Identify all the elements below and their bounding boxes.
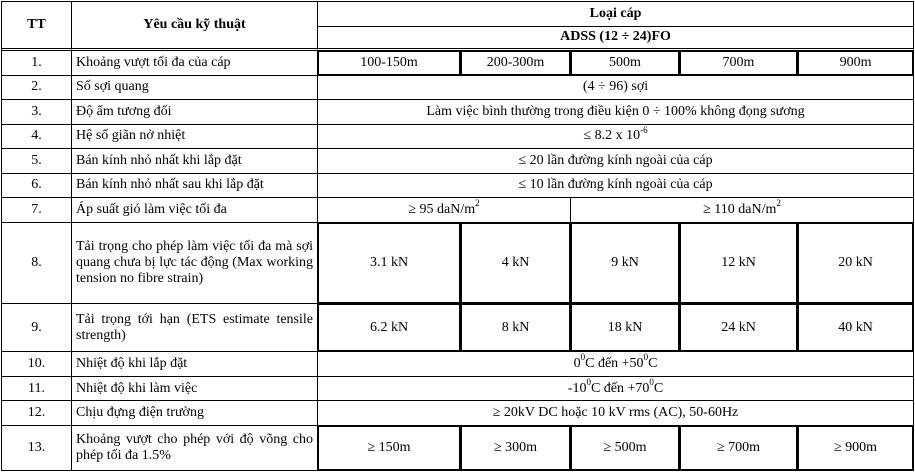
value-cell: 500m	[571, 51, 680, 76]
row-number: 10.	[2, 352, 72, 377]
header-requirement: Yêu cầu kỹ thuật	[72, 2, 318, 51]
degree-mark: 0	[580, 352, 586, 363]
row-label: Bán kính nhỏ nhất sau khi lắp đặt	[72, 174, 318, 199]
row-label: Bán kính nhỏ nhất khi lắp đặt	[72, 149, 318, 174]
value-cell: 24 kN	[680, 304, 798, 352]
table-row	[2, 100, 914, 125]
value-cell: 9 kN	[571, 223, 680, 305]
row-label: Số sợi quang	[72, 76, 318, 101]
degree-mark: 0	[643, 352, 649, 363]
row-number: 1.	[2, 51, 72, 76]
value-exponent: 2	[776, 198, 781, 209]
value-cell: 4 kN	[461, 223, 571, 305]
row-label: Tải trọng tới hạn (ETS estimate tensile strength)	[72, 304, 318, 352]
value-cell: 12 kN	[680, 223, 798, 305]
value-cell: 900m	[798, 51, 914, 76]
table-row	[2, 352, 914, 377]
value-cell: 3.1 kN	[318, 223, 461, 305]
degree-mark: 0	[586, 377, 591, 387]
row-label: Hệ số giãn nở nhiệt	[72, 125, 318, 150]
value-cell: (4 ÷ 96) sợi	[318, 76, 914, 101]
value-text: C đến +70	[590, 380, 650, 396]
row-label: Nhiệt độ khi làm việc	[72, 377, 318, 402]
value-text: -10	[567, 380, 587, 396]
value-cell: 20 kN	[798, 223, 914, 305]
table-row	[2, 51, 914, 76]
value-text: C đến +50	[585, 356, 644, 372]
row-number: 8.	[2, 223, 72, 305]
value-exponent: -6	[640, 124, 648, 135]
row-label: Khoảng vượt cho phép với độ võng cho phép tối đa 1.5%	[72, 426, 318, 471]
value-cell: ≥ 700m	[680, 426, 798, 471]
value-cell: 700m	[680, 51, 798, 76]
table-row	[2, 377, 914, 402]
table-row	[2, 174, 914, 199]
value-text: 0	[573, 356, 581, 372]
value-cell: 18 kN	[571, 304, 680, 352]
header-cable-type: Loại cáp	[318, 2, 914, 27]
row-label: Tải trọng cho phép làm việc tối đa mà sợi quang chưa bị lực tác động (Max working tension no fibre strain)	[72, 223, 318, 305]
value-cell: ≤ 20 lần đường kính ngoài của cáp	[318, 149, 914, 174]
table-row	[2, 149, 914, 174]
value-cell: 40 kN	[798, 304, 914, 352]
header-row-1	[2, 2, 914, 27]
value-cell: ≥ 300m	[461, 426, 571, 471]
table-row	[2, 223, 914, 305]
degree-mark: 0	[649, 377, 654, 387]
row-label: Áp suất gió làm việc tối đa	[72, 198, 318, 223]
row-label: Chịu đựng điện trường	[72, 401, 318, 426]
value-cell: 200-300m	[461, 51, 571, 76]
value-cell: 8 kN	[461, 304, 571, 352]
value-cell	[318, 352, 914, 377]
value-cell: ≥ 20kV DC hoặc 10 kV rms (AC), 50-60Hz	[318, 401, 914, 426]
table-row	[2, 426, 914, 471]
row-number: 5.	[2, 149, 72, 174]
row-number: 11.	[2, 377, 72, 402]
value-cell: Làm việc bình thường trong điều kiện 0 ÷ 100% không đọng sương	[318, 100, 914, 125]
value-text: ≥ 95 daN/m	[408, 201, 476, 217]
value-exponent: 2	[475, 198, 480, 209]
row-number: 7.	[2, 198, 72, 223]
row-number: 3.	[2, 100, 72, 125]
row-label: Độ ẩm tương đối	[72, 100, 318, 125]
value-cell	[571, 198, 914, 223]
row-number: 4.	[2, 125, 72, 150]
table-row	[2, 198, 914, 223]
value-cell	[318, 377, 914, 402]
header-tt: TT	[2, 2, 72, 51]
row-label: Khoảng vượt tối đa của cáp	[72, 51, 318, 76]
row-number: 13.	[2, 426, 72, 471]
value-cell: ≤ 10 lần đường kính ngoài của cáp	[318, 174, 914, 199]
row-label: Nhiệt độ khi lắp đặt	[72, 352, 318, 377]
value-cell: ≥ 150m	[318, 426, 461, 471]
header-cable-model: ADSS (12 ÷ 24)FO	[318, 27, 914, 52]
value-text: C	[653, 380, 664, 396]
table-row	[2, 76, 914, 101]
value-cell: 6.2 kN	[318, 304, 461, 352]
table-row	[2, 401, 914, 426]
table-row	[2, 125, 914, 150]
value-cell	[318, 125, 914, 150]
row-number: 2.	[2, 76, 72, 101]
value-text: ≤ 8.2 x 10	[583, 128, 641, 144]
row-number: 12.	[2, 401, 72, 426]
value-cell: ≥ 500m	[571, 426, 680, 471]
value-cell: ≥ 900m	[798, 426, 914, 471]
table-row	[2, 304, 914, 352]
value-text: ≥ 110 daN/m	[703, 201, 777, 217]
value-text: C	[648, 356, 658, 372]
spec-table	[1, 1, 914, 471]
row-number: 9.	[2, 304, 72, 352]
row-number: 6.	[2, 174, 72, 199]
value-cell	[318, 198, 571, 223]
value-cell: 100-150m	[318, 51, 461, 76]
